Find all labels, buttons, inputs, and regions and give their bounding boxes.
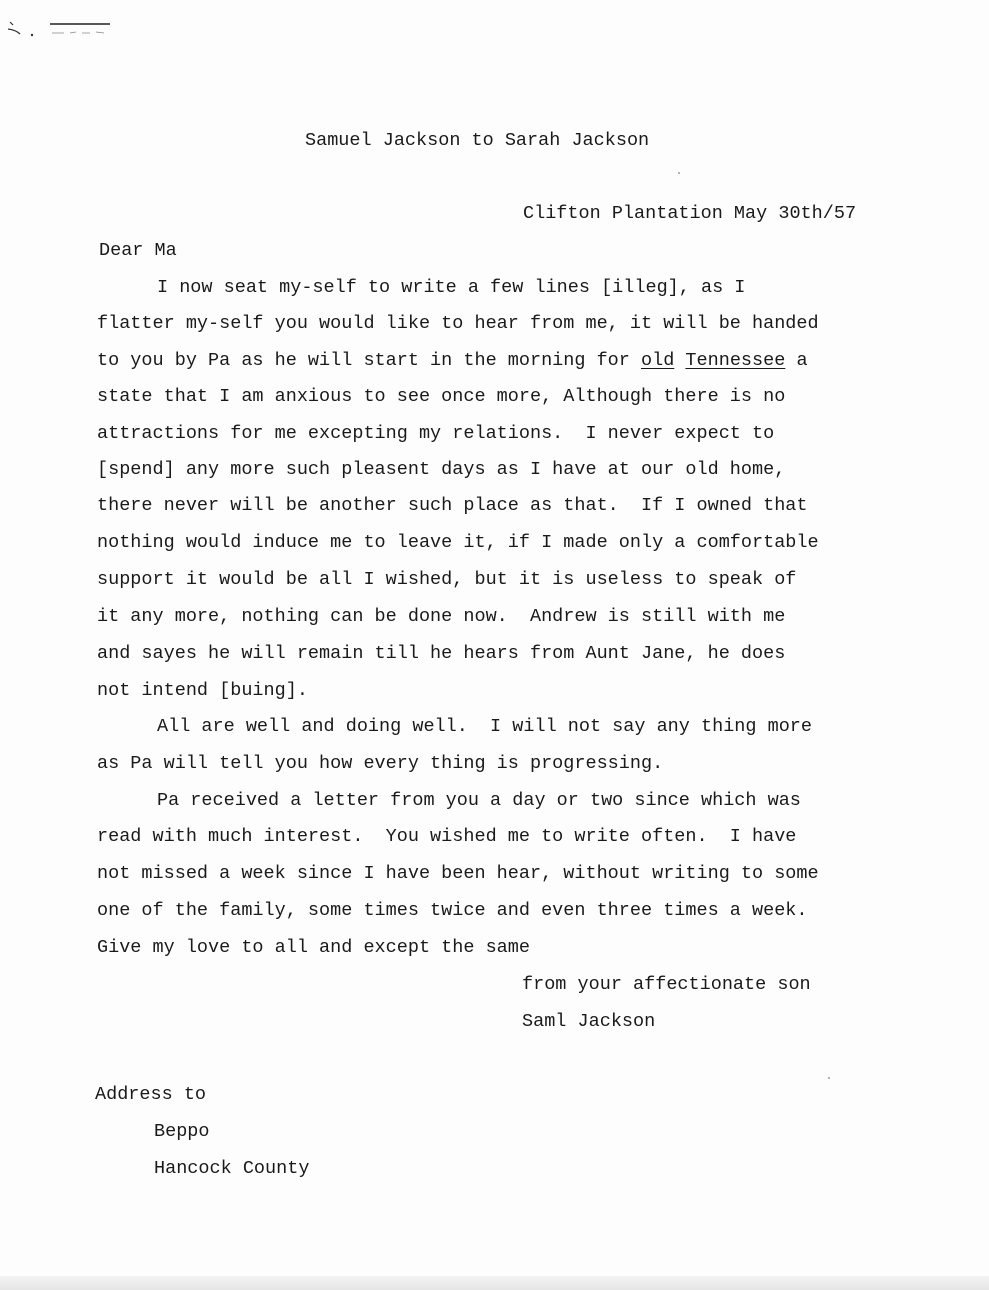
salutation: Dear Ma <box>99 240 177 261</box>
page-bottom-edge <box>0 1276 989 1290</box>
body-line: [spend] any more such pleasent days as I have at our old home, <box>97 459 786 480</box>
body-line: not intend [buing]. <box>97 680 308 701</box>
body-line: I now seat my-self to write a few lines [illeg], as I <box>157 277 746 298</box>
body-line: and sayes he will remain till he hears from Aunt Jane, he does <box>97 643 786 664</box>
address-line: Hancock County <box>154 1158 310 1179</box>
body-line: Give my love to all and except the same <box>97 937 530 958</box>
body-line: it any more, nothing can be done now. Andrew is still with me <box>97 606 786 627</box>
body-line: not missed a week since I have been hear, without writing to some <box>97 863 819 884</box>
body-line: flatter my-self you would like to hear from me, it will be handed <box>97 313 819 334</box>
closing-line: from your affectionate son <box>522 974 811 995</box>
body-line: nothing would induce me to leave it, if I made only a comfortable <box>97 532 819 553</box>
body-line: one of the family, some times twice and even three times a week. <box>97 900 808 921</box>
body-line: state that I am anxious to see once more, Although there is no <box>97 386 786 407</box>
letter-title: Samuel Jackson to Sarah Jackson <box>305 130 650 151</box>
signature: Saml Jackson <box>522 1011 656 1032</box>
body-line: as Pa will tell you how every thing is progressing. <box>97 753 664 774</box>
paper-speck <box>828 1077 830 1079</box>
underlined-word: Tennessee <box>685 350 786 371</box>
address-label: Address to <box>95 1084 207 1105</box>
body-text: a <box>785 350 808 371</box>
corner-scribble-marks <box>4 18 114 42</box>
underlined-word: old <box>641 350 675 371</box>
body-line: support it would be all I wished, but it is useless to speak of <box>97 569 797 590</box>
dateline: Clifton Plantation May 30th/57 <box>523 203 857 224</box>
body-text <box>674 350 685 371</box>
body-line: read with much interest. You wished me to write often. I have <box>97 826 797 847</box>
body-line: Pa received a letter from you a day or two since which was <box>157 790 801 811</box>
address-line: Beppo <box>154 1121 210 1142</box>
paper-speck <box>678 172 680 174</box>
body-line: attractions for me excepting my relations. I never expect to <box>97 423 775 444</box>
body-line: All are well and doing well. I will not say any thing more <box>157 716 813 737</box>
body-text: to you by Pa as he will start in the morning for <box>97 350 641 371</box>
body-line: there never will be another such place as that. If I owned that <box>97 495 808 516</box>
body-line <box>97 350 808 372</box>
